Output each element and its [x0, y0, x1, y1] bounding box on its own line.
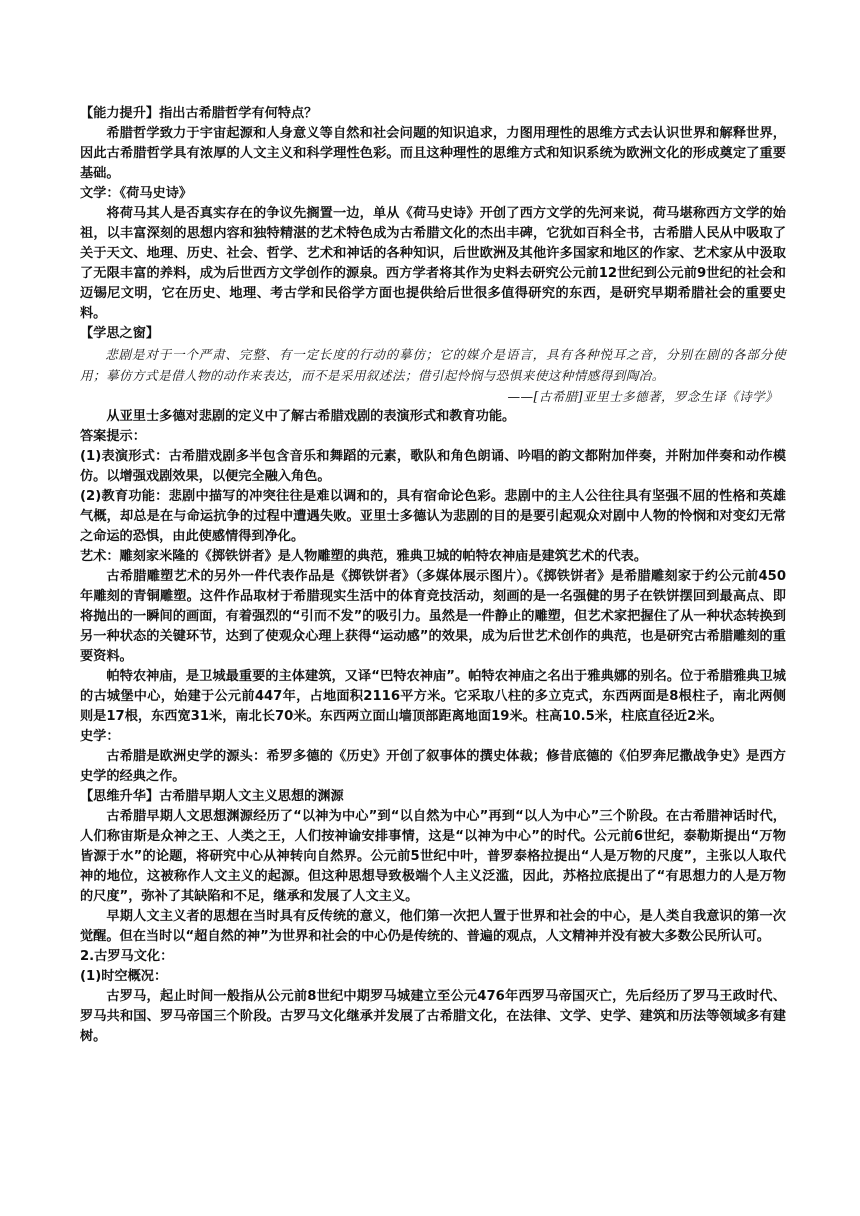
- window-heading: 【学思之窗】: [80, 326, 160, 341]
- history-body: 古希腊是欧洲史学的源头：希罗多德的《历史》开创了叙事体的撰史体裁；修昔底德的《伯罗奔尼撒战争史》是西方史学的经典之作。: [80, 749, 786, 784]
- rome-body: 古罗马，起止时间一般指从公元前8世纪中期罗马城建立至公元476年西罗马帝国灭亡，先后经历了罗马王政时代、罗马共和国、罗马帝国三个阶段。古罗马文化继承并发展了古希腊文化，在法律、文学、史学、建筑和历法等领域多有建树。: [80, 989, 786, 1044]
- document-page: [80, 104, 786, 1047]
- sublime-body-stages: 古希腊早期人文思想渊源经历了“以神为中心”到“以自然为中心”再到“以人为中心”三个阶段。在古希腊神话时代，人们称宙斯是众神之王、人类之王，人们按神谕安排事情，这是“以神为中心”的时代。公元前6世纪，泰勒斯提出“万物皆源于水”的论题，将研究中心从神转向自然界。公元前5世纪中叶，普罗泰格拉提出“人是万物的尺度”，主张以人取代神的地位，这被称作人文主义的起源。但这种思想导致极端个人主义泛滥，因此，苏格拉底提出了“有思想力的人是万物的尺度”，弥补了其缺陷和不足，继承和发展了人文主义。: [80, 809, 786, 904]
- rome-subheading: (1)时空概况：: [80, 969, 168, 984]
- sublime-heading: 【思维升华】古希腊早期人文主义思想的渊源: [80, 789, 344, 804]
- quote-text: 悲剧是对于一个严肃、完整、有一定长度的行动的摹仿；它的媒介是语言，具有各种悦耳之音，分别在剧的各部分使用；摹仿方式是借人物的动作来表达，而不是采用叙述法；借引起怜悯与恐惧来使这种情感得到陶冶。: [80, 347, 786, 383]
- rome-heading: 2.古罗马文化：: [80, 949, 174, 964]
- quote-citation: ——[古希腊]亚里士多德著，罗念生译《诗学》: [507, 389, 778, 404]
- art-body-discobolus: 古希腊雕塑艺术的另外一件代表作品是《掷铁饼者》（多媒体展示图片）。《掷铁饼者》是希腊雕刻家于约公元前450年雕刻的青铜雕塑。这件作品取材于希腊现实生活中的体育竞技活动，刻画的是一名强健的男子在铁饼摆回到最高点、即将抛出的一瞬间的画面，有着强烈的“引而不发”的吸引力。虽然是一件静止的雕塑，但艺术家把握住了从一种状态转换到另一种状态的关键环节，达到了使观众心理上获得“运动感”的效果，成为后世艺术创作的典范，也是研究古希腊雕刻的重要资料。: [80, 569, 786, 664]
- question-text: 从亚里士多德对悲剧的定义中了解古希腊戏剧的表演形式和教育功能。: [106, 409, 516, 424]
- history-heading: 史学：: [80, 729, 120, 744]
- art-intro: 艺术：雕刻家米隆的《掷铁饼者》是人物雕塑的典范，雅典卫城的帕特农神庙是建筑艺术的代表。: [80, 549, 648, 564]
- literature-body: 将荷马其人是否真实存在的争议先搁置一边，单从《荷马史诗》开创了西方文学的先河来说，荷马堪称西方文学的始祖，以丰富深刻的思想内容和独特精湛的艺术特色成为古希腊文化的杰出丰碑，它犹如百科全书，古希腊人民从中吸取了关于天文、地理、历史、社会、哲学、艺术和神话的各种知识，后世欧洲及其他许多国家和地区的作家、艺术家从中汲取了无限丰富的养料，成为后世西方文学创作的源泉。西方学者将其作为史料去研究公元前12世纪到公元前9世纪的社会和迈锡尼文明，它在历史、地理、考古学和民俗学方面也提供给后世很多值得研究的东西，是研究早期希腊社会的重要史料。: [80, 206, 786, 321]
- ability-body: 希腊哲学致力于宇宙起源和人身意义等自然和社会问题的知识追求，力图用理性的思维方式去认识世界和解释世界，因此古希腊哲学具有浓厚的人文主义和科学理性色彩。而且这种理性的思维方式和知识系统为欧洲文化的形成奠定了重要基础。: [80, 126, 786, 181]
- answer-heading: 答案提示：: [80, 429, 146, 444]
- answer-item-education: (2)教育功能：悲剧中描写的冲突往往是难以调和的，具有宿命论色彩。悲剧中的主人公往往具有坚强不屈的性格和英雄气概，却总是在与命运抗争的过程中遭遇失败。亚里士多德认为悲剧的目的是要引起观众对剧中人物的怜悯和对变幻无常之命运的恐惧，由此使感情得到净化。: [80, 489, 786, 544]
- literature-heading: 文学：《荷马史诗》: [80, 186, 193, 201]
- art-body-parthenon: 帕特农神庙，是卫城最重要的主体建筑，又译“巴特农神庙”。帕特农神庙之名出于雅典娜的别名。位于希腊雅典卫城的古城堡中心，始建于公元前447年，占地面积2116平方米。它采取八柱的多立克式，东西两面是8根柱子，南北两侧则是17根，东西宽31米，南北长70米。东西两立面山墙顶部距离地面19米。柱高10.5米，柱底直径近2米。: [80, 669, 786, 724]
- sublime-body-significance: 早期人文主义者的思想在当时具有反传统的意义，他们第一次把人置于世界和社会的中心，是人类自我意识的第一次觉醒。但在当时以“超自然的神”为世界和社会的中心仍是传统的、普遍的观点，人文精神并没有被大多数公民所认可。: [80, 909, 786, 944]
- answer-item-performance: (1)表演形式：古希腊戏剧多半包含音乐和舞蹈的元素，歌队和角色朗诵、吟唱的韵文都附加伴奏，并附加伴奏和动作模仿。以增强戏剧效果，以便完全融入角色。: [80, 449, 786, 484]
- ability-heading: 【能力提升】指出古希腊哲学有何特点？: [80, 106, 318, 121]
